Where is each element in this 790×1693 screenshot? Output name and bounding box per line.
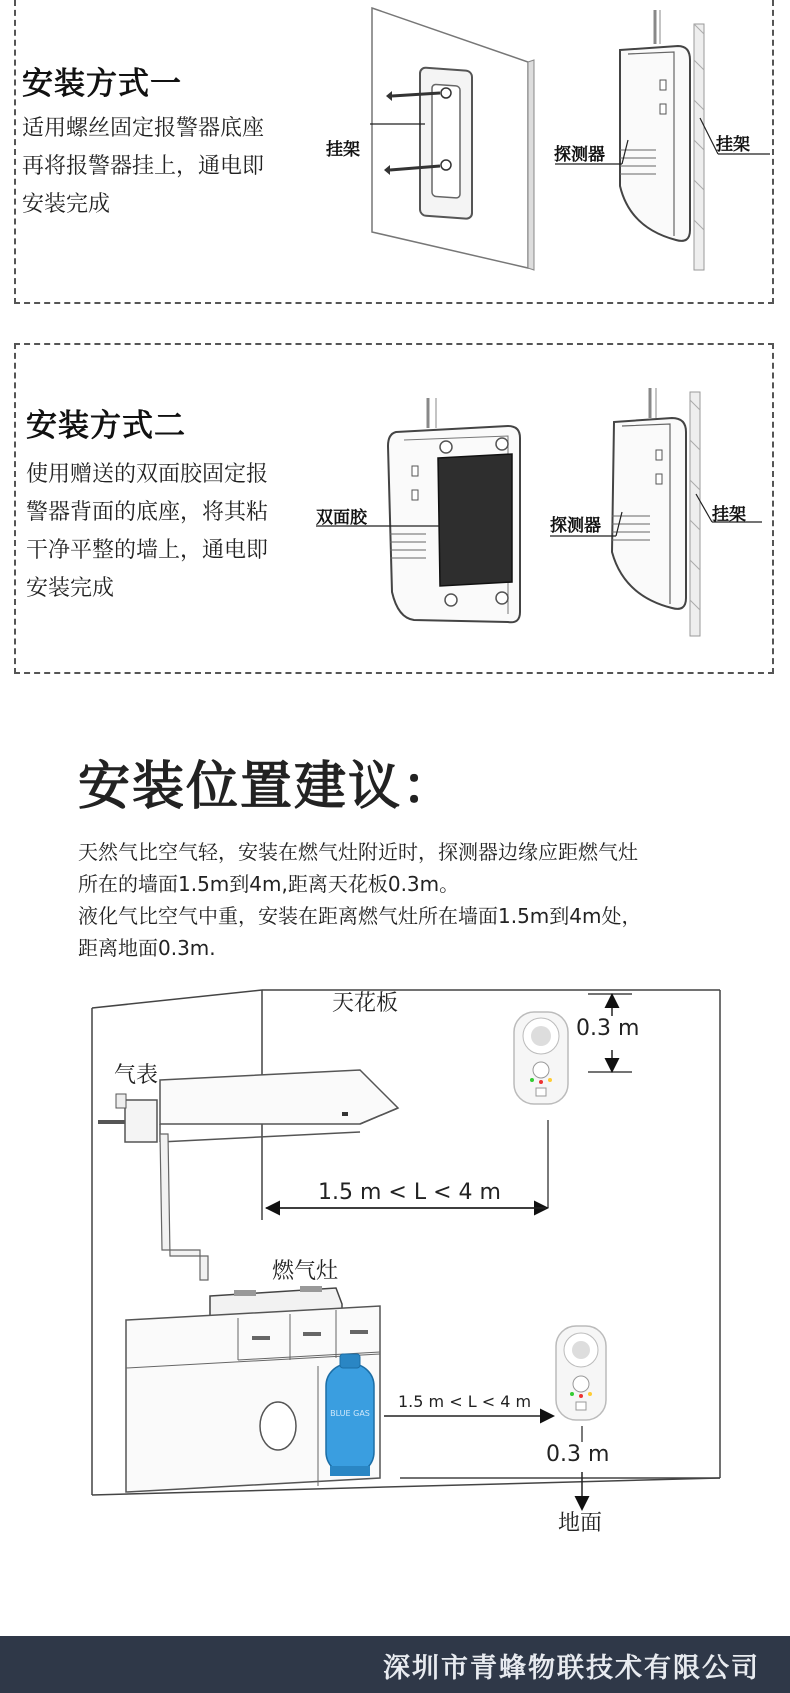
method-1-title: 安装方式一: [22, 66, 182, 102]
method-1-line-2: 再将报警器挂上，通电即: [22, 154, 265, 179]
method-2-line-2: 警器背面的底座，将其粘: [26, 500, 269, 525]
location-line-2: 所在的墙面1.5m到4m,距离天花板0.3m。: [78, 872, 460, 896]
bottom-distance-label: 0.3 m: [546, 1442, 610, 1467]
gas-meter-label: 气表: [114, 1063, 159, 1088]
location-line-4: 距离地面0.3m.: [78, 936, 216, 960]
cylinder-brand-text: BLUE GAS: [330, 1409, 370, 1418]
method-2-detector-label: 探测器: [550, 516, 601, 536]
method-1-line-1: 适用螺丝固定报警器底座: [22, 116, 265, 141]
floor-label: 地面: [558, 1511, 603, 1536]
company-name: 深圳市青蜂物联技术有限公司: [383, 1653, 760, 1684]
location-line-1: 天然气比空气轻，安装在燃气灶附近时，探测器边缘应距燃气灶: [78, 840, 638, 864]
location-line-3: 液化气比空气中重，安装在距离燃气灶所在墙面1.5m到4m处，: [78, 904, 642, 928]
method-2-bracket-label: 挂架: [712, 505, 746, 525]
lower-range-label: 1.5 m < L < 4 m: [398, 1392, 532, 1411]
top-distance-label: 0.3 m: [576, 1016, 640, 1041]
method-1-bracket-label: 挂架: [326, 140, 360, 160]
ceiling-label: 天花板: [332, 991, 399, 1016]
stove-label: 燃气灶: [272, 1259, 339, 1284]
upper-range-label: 1.5 m < L < 4 m: [318, 1180, 501, 1205]
method-2-line-4: 安装完成: [26, 576, 115, 601]
method-1-line-3: 安装完成: [22, 192, 111, 217]
method-1-detector-label: 探测器: [554, 145, 605, 165]
location-title: 安装位置建议：: [78, 757, 457, 817]
method-2-tape-label: 双面胶: [316, 508, 367, 528]
footer-bar: [0, 1636, 790, 1693]
method-2-line-1: 使用赠送的双面胶固定报: [26, 462, 269, 487]
method-2-title: 安装方式二: [26, 408, 186, 444]
method-1-bracket-right-label: 挂架: [716, 135, 750, 155]
method-2-line-3: 干净平整的墙上，通电即: [26, 538, 269, 563]
